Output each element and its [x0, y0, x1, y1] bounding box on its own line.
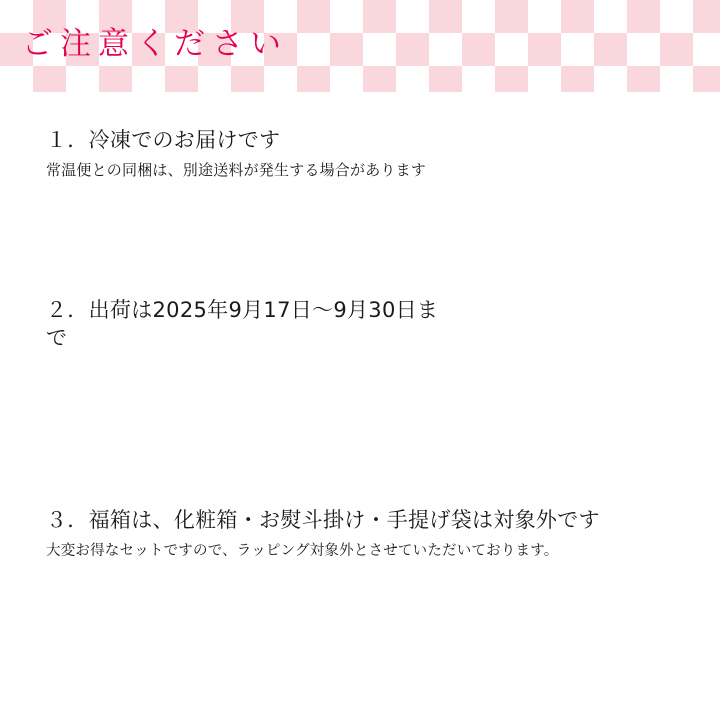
- notice-item-2: [46, 297, 446, 352]
- notice-item-2-title: ２．出荷は2025年9月17日〜9月30日まで: [46, 298, 439, 350]
- notice-item-3-subtext: 大変お得なセットですので、ラッピング対象外とさせていただいております。: [46, 542, 559, 559]
- notice-item-1-subtext: 常温便との同梱は、別途送料が発生する場合があります: [46, 160, 427, 179]
- notice-item-3: [46, 507, 706, 561]
- page-title: ご注意ください: [22, 26, 288, 62]
- notice-item-3-title: ３．福箱は、化粧箱・お熨斗掛け・手提げ袋は対象外です: [46, 508, 600, 532]
- notice-header-banner: [0, 0, 720, 92]
- notice-item-1: [46, 127, 706, 181]
- notice-item-1-title: １．冷凍でのお届けです: [46, 128, 281, 152]
